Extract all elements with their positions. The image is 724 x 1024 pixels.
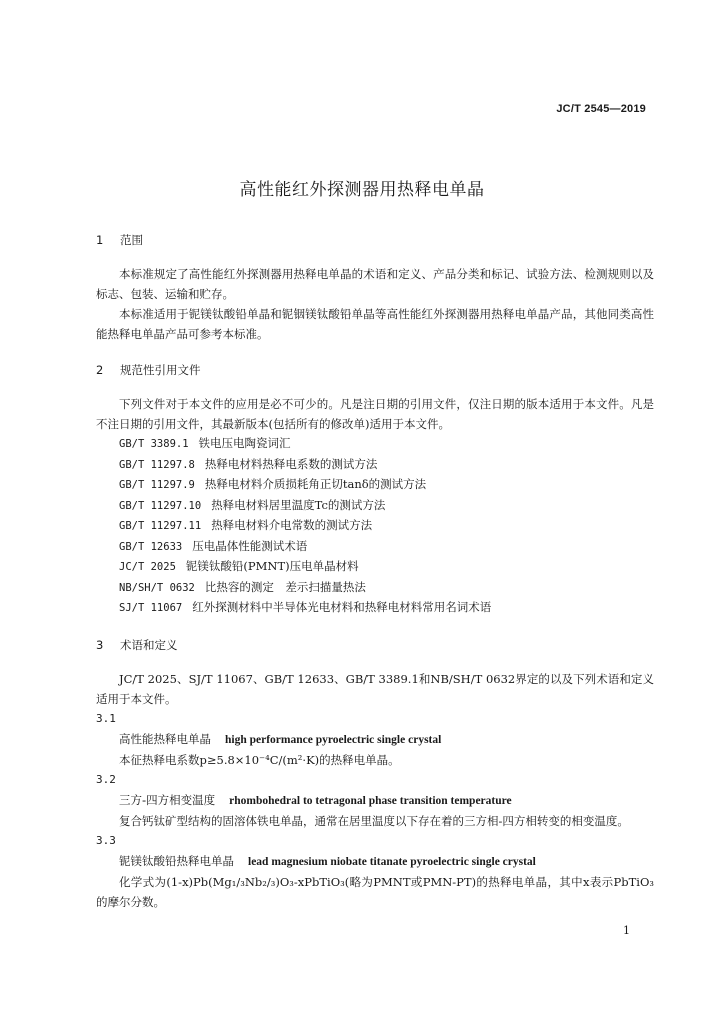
reference-title: 红外探测材料中半导体光电材料和热释电材料常用名词术语 [192,600,492,614]
section-2-heading [96,360,654,380]
section-number: 2 [96,363,104,377]
reference-item [96,598,654,619]
scope-paragraph-2: 本标准适用于铌镁钛酸铅单晶和铌铟镁钛酸铅单晶等高性能红外探测器用热释电单晶产品，其他同类高性能热释电单晶产品可参考本标准。 [96,307,654,341]
section-number: 1 [96,233,104,247]
term-definition: 本征热释电系数p≥5.8×10⁻⁴C/(m²·K)的热释电单晶。 [119,752,400,767]
section-title: 范围 [120,233,143,247]
term-name [96,729,654,750]
reference-item [96,537,654,558]
section-number: 3 [96,637,104,652]
reference-title: 热释电材料居里温度Tc的测试方法 [211,497,386,512]
reference-code: GB/T 11297.9 [119,479,195,491]
reference-title: 热释电材料介质损耗角正切tanδ的测试方法 [204,477,427,491]
section-3-heading [96,635,654,655]
term-definition: 化学式为(1-x)Pb(Mg₁/₃Nb₂/₃)O₃-xPbTiO₃(略为PMNT或PMN-PT)的热释电单晶，其中x表示PbTiO₃的摩尔分数。 [96,874,654,909]
term-name-zh: 铌镁钛酸铅热释电单晶 [119,853,234,868]
document-title: 高性能红外探测器用热释电单晶 [239,180,485,200]
terms-intro: JC/T 2025、SJ/T 11067、GB/T 12633、GB/T 3389.1和NB/SH/T 0632界定的以及下列术语和定义适用于本文件。 [96,671,654,706]
reference-item [96,578,654,599]
reference-title: 压电晶体性能测试术语 [192,538,308,553]
reference-code: GB/T 12633 [119,540,183,553]
term-name-zh: 高性能热释电单晶 [119,731,211,746]
term-definition: 复合钙钛矿型结构的固溶体铁电单晶，通常在居里温度以下存在着的三方相-四方相转变的相变温度。 [119,813,629,828]
reference-title: 热释电材料介电常数的测试方法 [211,518,373,532]
reference-item [96,516,654,537]
term-name-zh: 三方-四方相变温度 [119,792,216,807]
references-intro: 下列文件对于本文件的应用是必不可少的。凡是注日期的引用文件，仅注日期的版本适用于本文件。凡是不注日期的引用文件，其最新版本(包括所有的修改单)适用于本文件。 [96,397,654,431]
reference-code: GB/T 11297.11 [119,520,202,532]
page-number: 1 [623,924,630,937]
reference-code: SJ/T 11067 [119,602,183,614]
reference-item [96,496,654,517]
term-name [96,851,654,872]
reference-title: 热释电材料热释电系数的测试方法 [204,456,378,471]
term-name-en: lead magnesium niobate titanate pyroelectric single crystal [248,855,536,868]
scope-paragraph-1: 本标准规定了高性能红外探测器用热释电单晶的术语和定义、产品分类和标记、试验方法、检测规则以及标志、包装、运输和贮存。 [96,267,654,301]
term-number: 3.3 [96,833,116,847]
reference-title: 比热容的测定 差示扫描量热法 [204,579,366,594]
section-1-heading [96,230,654,250]
term-name-en: high performance pyroelectric single crystal [225,733,442,746]
section-title: 规范性引用文件 [120,363,201,377]
term-name [96,790,654,811]
section-title: 术语和定义 [120,637,178,652]
standard-code: JC/T 2545—2019 [556,103,646,115]
term-number: 3.2 [96,772,116,786]
reference-item [96,455,654,476]
reference-item [96,475,654,496]
term-name-en: rhombohedral to tetragonal phase transition temperature [229,794,512,807]
reference-code: NB/SH/T 0632 [119,581,195,594]
reference-title: 铌镁钛酸铅(PMNT)压电单晶材料 [185,559,359,573]
reference-code: GB/T 3389.1 [119,438,189,450]
reference-title: 铁电压电陶瓷词汇 [198,436,291,450]
term-number: 3.1 [96,711,116,725]
reference-code: JC/T 2025 [119,561,176,573]
reference-item [96,434,654,455]
reference-code: GB/T 11297.10 [119,499,202,512]
document-body [96,230,654,912]
reference-item [96,557,654,578]
reference-code: GB/T 11297.8 [119,458,195,471]
